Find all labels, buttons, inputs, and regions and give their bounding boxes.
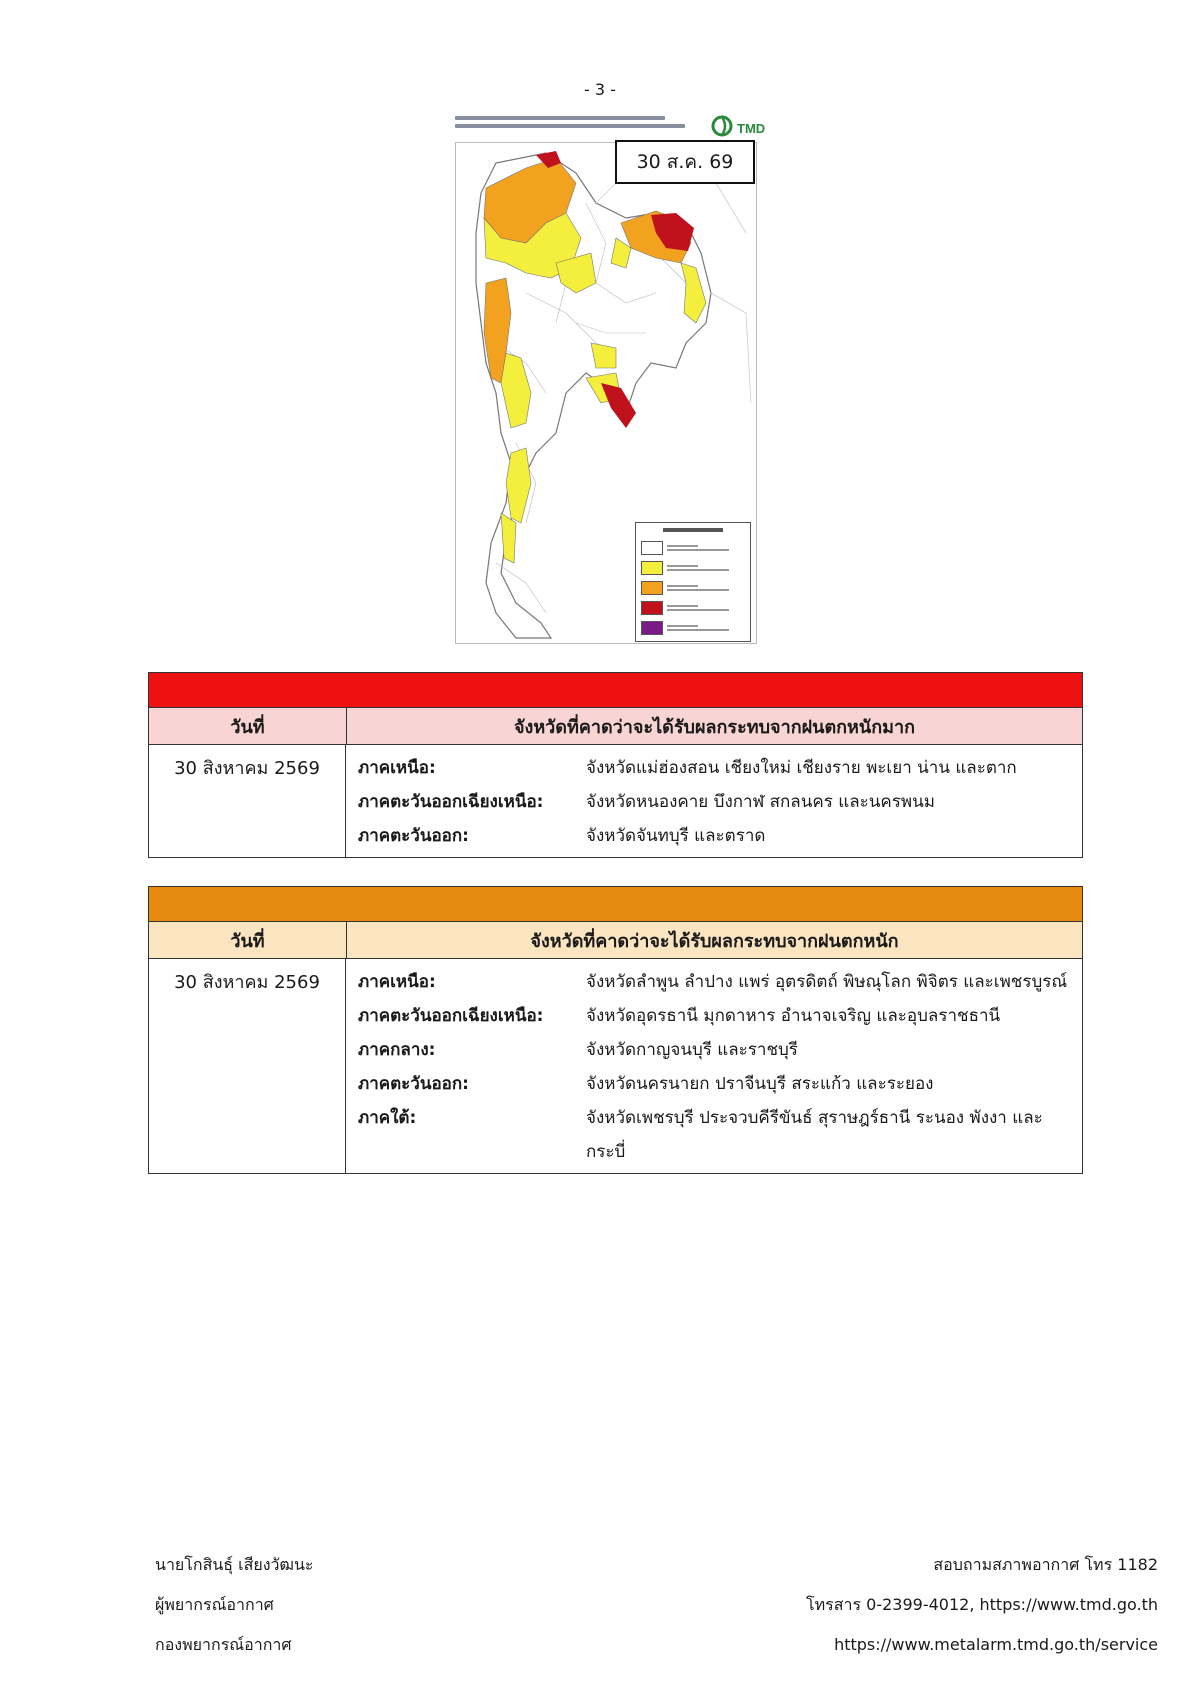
date-column-header: วันที่ bbox=[149, 922, 347, 958]
date-column-header: วันที่ bbox=[149, 708, 347, 744]
region-name: ภาคเหนือ: bbox=[358, 972, 436, 992]
legend-swatch bbox=[641, 541, 663, 555]
table-header bbox=[149, 708, 1082, 745]
region-row bbox=[358, 819, 1072, 853]
legend-swatch bbox=[641, 601, 663, 615]
regions-cell bbox=[346, 959, 1082, 1173]
legend-item-very-heavy bbox=[641, 578, 745, 598]
contact-service-link[interactable]: https://www.metalarm.tmd.go.th/service bbox=[834, 1635, 1158, 1654]
legend-title-placeholder bbox=[663, 528, 723, 532]
map-date-label: 30 ส.ค. 69 bbox=[615, 140, 755, 184]
heavy-rain-table bbox=[148, 886, 1083, 1174]
region-name: ภาคตะวันออก: bbox=[358, 1074, 469, 1094]
legend-item-none bbox=[641, 538, 745, 558]
legend-item-extreme bbox=[641, 598, 745, 618]
region-name: ภาคเหนือ: bbox=[358, 758, 436, 778]
legend-swatch bbox=[641, 581, 663, 595]
region-provinces: จังหวัดหนองคาย บึงกาฬ สกลนคร และนครพนม bbox=[586, 792, 935, 812]
tmd-logo bbox=[710, 112, 770, 140]
region-provinces: จังหวัดจันทบุรี และตราด bbox=[586, 826, 766, 846]
region-provinces: จังหวัดอุดรธานี มุกดาหาร อำนาจเจริญ และอุบลราชธานี bbox=[586, 1006, 1001, 1026]
region-row bbox=[358, 999, 1072, 1033]
region-provinces: จังหวัดลำพูน ลำปาง แพร่ อุตรดิตถ์ พิษณุโลก พิจิตร และเพชรบูรณ์ bbox=[586, 972, 1068, 992]
warning-color-bar bbox=[149, 673, 1082, 708]
region-provinces: จังหวัดแม่ฮ่องสอน เชียงใหม่ เชียงราย พะเยา น่าน และตาก bbox=[586, 758, 1017, 778]
very-heavy-rain-table bbox=[148, 672, 1083, 858]
region-provinces: จังหวัดกาญจนบุรี และราชบุรี bbox=[586, 1040, 798, 1060]
legend-item-severe bbox=[641, 618, 745, 638]
rain-forecast-map bbox=[455, 110, 775, 640]
table-row bbox=[149, 745, 1082, 857]
contact-fax-web[interactable]: โทรสาร 0-2399-4012, https://www.tmd.go.th bbox=[806, 1595, 1158, 1614]
regions-cell bbox=[346, 745, 1082, 857]
page-number: - 3 - bbox=[584, 80, 616, 99]
warning-color-bar bbox=[149, 887, 1082, 922]
date-cell: 30 สิงหาคม 2569 bbox=[149, 745, 346, 857]
region-row bbox=[358, 965, 1072, 999]
region-row bbox=[358, 751, 1072, 785]
region-row bbox=[358, 1101, 1072, 1169]
region-name: ภาคตะวันออกเฉียงเหนือ: bbox=[358, 1006, 544, 1026]
map-header-text bbox=[455, 116, 685, 136]
region-name: ภาคตะวันออกเฉียงเหนือ: bbox=[358, 792, 544, 812]
region-row bbox=[358, 1033, 1072, 1067]
legend-swatch bbox=[641, 621, 663, 635]
contact-phone: สอบถามสภาพอากาศ โทร 1182 bbox=[933, 1555, 1158, 1574]
region-name: ภาคตะวันออก: bbox=[358, 826, 469, 846]
region-provinces: จังหวัดนครนายก ปราจีนบุรี สระแก้ว และระยอง bbox=[586, 1074, 934, 1094]
map-legend bbox=[635, 522, 751, 642]
legend-swatch bbox=[641, 561, 663, 575]
table-header bbox=[149, 922, 1082, 959]
date-cell: 30 สิงหาคม 2569 bbox=[149, 959, 346, 1173]
forecaster-division: กองพยากรณ์อากาศ bbox=[155, 1635, 292, 1654]
region-row bbox=[358, 1067, 1072, 1101]
contact-info bbox=[806, 1545, 1158, 1665]
region-row bbox=[358, 785, 1072, 819]
region-name: ภาคกลาง: bbox=[358, 1040, 436, 1060]
forecaster-title: ผู้พยากรณ์อากาศ bbox=[155, 1595, 274, 1614]
provinces-column-header: จังหวัดที่คาดว่าจะได้รับผลกระทบจากฝนตกหนักมาก bbox=[513, 716, 915, 738]
tmd-logo-text: TMD bbox=[737, 121, 766, 136]
forecaster-name: นายโกสินธุ์ เสียงวัฒนะ bbox=[155, 1555, 314, 1574]
forecaster-info bbox=[155, 1545, 314, 1665]
region-name: ภาคใต้: bbox=[358, 1108, 417, 1128]
region-provinces: จังหวัดเพชรบุรี ประจวบคีรีขันธ์ สุราษฎร์ธานี ระนอง พังงา และกระบี่ bbox=[586, 1108, 1043, 1162]
provinces-column-header: จังหวัดที่คาดว่าจะได้รับผลกระทบจากฝนตกหนัก bbox=[530, 930, 899, 952]
legend-item-heavy bbox=[641, 558, 745, 578]
table-row bbox=[149, 959, 1082, 1173]
